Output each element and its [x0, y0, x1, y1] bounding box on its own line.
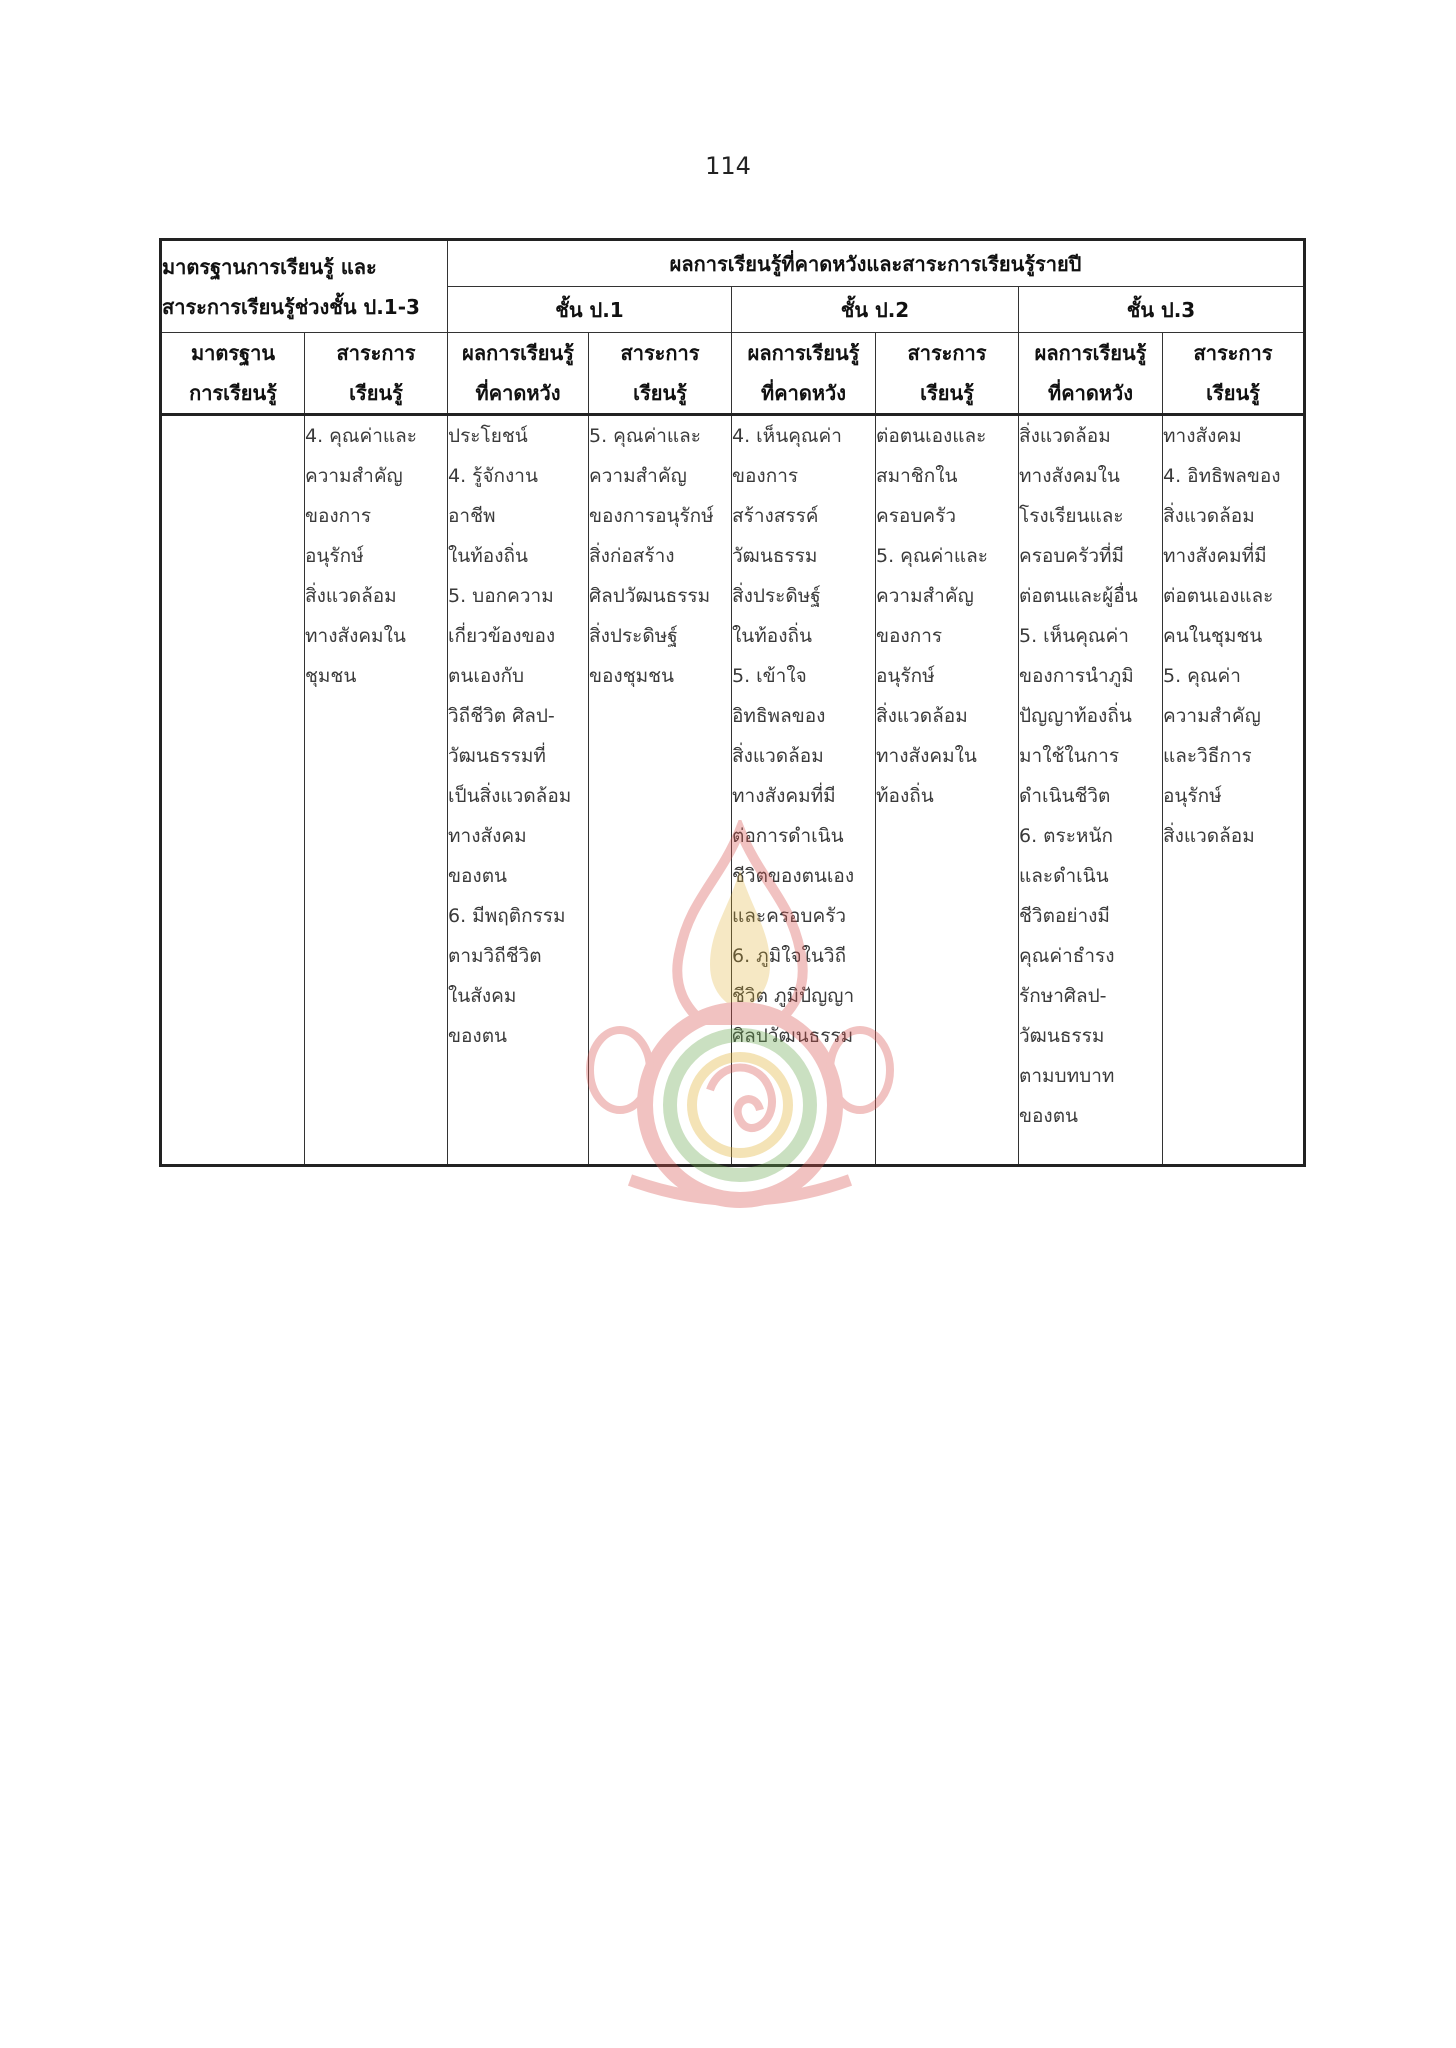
column-header [876, 333, 1019, 415]
cell-line: เกี่ยวข้องของ [448, 625, 556, 647]
cell-line: ดำเนินชีวิต [1019, 785, 1111, 807]
cell-line: ตามวิถีชีวิต [448, 945, 542, 967]
cell-line: สิ่งแวดล้อม [305, 585, 397, 607]
cell-line: ของการ [876, 625, 943, 647]
cell-line: มาใช้ในการ [1019, 745, 1120, 767]
cell-line: ทางสังคม [1163, 425, 1242, 447]
cell-line: อนุรักษ์ [1163, 785, 1222, 807]
cell-line: คนในชุมชน [1163, 625, 1263, 647]
cell-line: สิ่งแวดล้อม [732, 745, 824, 767]
cell-line: ศิลปวัฒนธรรม [589, 585, 711, 607]
cell-line: ทางสังคมใน [1019, 465, 1120, 487]
body-cell [1019, 415, 1163, 1166]
cell-line: ต่อตนเองและ [876, 425, 987, 447]
cell-line: ศิลปวัฒนธรรม [732, 1025, 854, 1047]
cell-line: ของตน [1019, 1105, 1079, 1127]
cell-line: อาชีพ [448, 505, 496, 527]
cell-line: ในท้องถิ่น [732, 625, 812, 647]
cell-line: ในสังคม [448, 985, 517, 1007]
body-cell [305, 415, 448, 1166]
column-header-line: มาตรฐาน [190, 341, 276, 365]
cell-line: วัฒนธรรม [1019, 1025, 1105, 1047]
column-header-line: ที่คาดหวัง [475, 381, 561, 405]
cell-line: ต่อตนและผู้อื่น [1019, 585, 1138, 607]
cell-line: สิ่งแวดล้อม [1163, 825, 1255, 847]
body-cell [876, 415, 1019, 1166]
cell-line: ของการ [732, 465, 799, 487]
cell-line: 4. คุณค่าและ [305, 425, 417, 447]
cell-line: เป็นสิ่งแวดล้อม [448, 785, 572, 807]
cell-line: ชีวิตของตนเอง [732, 865, 855, 887]
cell-line: ในท้องถิ่น [448, 545, 528, 567]
cell-line: 5. คุณค่า [1163, 665, 1241, 687]
column-header-line: ผลการเรียนรู้ [747, 341, 860, 365]
cell-line: ตนเองกับ [448, 665, 525, 687]
column-header [589, 333, 732, 415]
column-header-line: ที่คาดหวัง [1048, 381, 1133, 405]
column-header-line: สาระการ [1193, 341, 1273, 365]
column-header-line: สาระการ [620, 341, 700, 365]
cell-line: 4. เห็นคุณค่า [732, 425, 842, 447]
cell-line: อนุรักษ์ [305, 545, 364, 567]
cell-line: ต่อการดำเนิน [732, 825, 844, 847]
cell-line: 6. ตระหนัก [1019, 825, 1113, 847]
cell-line: 4. อิทธิพลของ [1163, 465, 1281, 487]
grade-header-p3: ชั้น ป.3 [1019, 287, 1305, 333]
cell-line: วัฒนธรรม [732, 545, 818, 567]
cell-line: ตามบทบาท [1019, 1065, 1115, 1087]
column-header-line: สาระการ [336, 341, 416, 365]
cell-line: ทางสังคม [448, 825, 527, 847]
body-cell [732, 415, 876, 1166]
cell-line: 5. บอกความ [448, 585, 554, 607]
cell-line: 5. คุณค่าและ [876, 545, 988, 567]
cell-line: อนุรักษ์ [876, 665, 935, 687]
column-header-line: เรียนรู้ [920, 381, 974, 405]
cell-line: ทางสังคมใน [305, 625, 406, 647]
cell-line: ความสำคัญ [305, 465, 403, 487]
column-header-line: ผลการเรียนรู้ [1034, 341, 1147, 365]
column-header [161, 333, 305, 415]
cell-line: ต่อตนเองและ [1163, 585, 1274, 607]
body-cell [448, 415, 589, 1166]
cell-line: ของการอนุรักษ์ [589, 505, 714, 527]
column-header-line: สาระการ [907, 341, 987, 365]
cell-line: ชีวิต ภูมิปัญญา [732, 985, 855, 1007]
column-header-line: เรียนรู้ [349, 381, 403, 405]
cell-line: 5. เห็นคุณค่า [1019, 625, 1129, 647]
cell-line: สิ่งประดิษฐ์ [732, 585, 821, 607]
standards-header-line-1: มาตรฐานการเรียนรู้ และ [162, 254, 377, 279]
cell-line: ชีวิตอย่างมี [1019, 905, 1110, 927]
standards-header-line-2: สาระการเรียนรู้ช่วงชั้น ป.1-3 [162, 294, 420, 319]
page-number: 114 [705, 152, 751, 180]
cell-line: ของการนำภูมิ [1019, 665, 1134, 687]
column-header [1163, 333, 1305, 415]
cell-line: สิ่งแวดล้อม [1163, 505, 1255, 527]
cell-line: 6. มีพฤติกรรม [448, 905, 566, 927]
column-header [448, 333, 589, 415]
grade-header-p2: ชั้น ป.2 [732, 287, 1019, 333]
cell-line: ของตน [448, 865, 508, 887]
grade-header-p1: ชั้น ป.1 [448, 287, 732, 333]
main-header: ผลการเรียนรู้ที่คาดหวังและสาระการเรียนรู้รายปี [448, 240, 1305, 287]
cell-line: รักษาศิลป- [1019, 985, 1107, 1007]
cell-line: สมาชิกใน [876, 465, 958, 487]
column-header-line: เรียนรู้ [633, 381, 687, 405]
cell-line: ประโยชน์ [448, 425, 528, 447]
column-header-line: ที่คาดหวัง [761, 381, 846, 405]
column-header-line: การเรียนรู้ [189, 381, 277, 405]
cell-line: คุณค่าธำรง [1019, 945, 1115, 967]
cell-line: ของการ [305, 505, 372, 527]
cell-line: สร้างสรรค์ [732, 505, 819, 527]
cell-line: 6. ภูมิใจในวิถี [732, 945, 847, 967]
cell-line: ครอบครัว [876, 505, 956, 527]
cell-line: 4. รู้จักงาน [448, 465, 538, 487]
cell-line: ความสำคัญ [876, 585, 974, 607]
cell-line: 5. เข้าใจ [732, 665, 807, 687]
cell-line: ทางสังคมใน [876, 745, 977, 767]
curriculum-table [159, 238, 1306, 1167]
cell-line: ปัญญาท้องถิ่น [1019, 705, 1132, 727]
cell-line: ทางสังคมที่มี [732, 785, 836, 807]
column-header-line: ผลการเรียนรู้ [462, 341, 574, 365]
cell-line: และดำเนิน [1019, 865, 1109, 887]
cell-line: ความสำคัญ [589, 465, 687, 487]
cell-line: วัฒนธรรมที่ [448, 745, 546, 767]
body-cell [589, 415, 732, 1166]
cell-line: ท้องถิ่น [876, 785, 934, 807]
column-header-line: เรียนรู้ [1206, 381, 1260, 405]
column-header [1019, 333, 1163, 415]
cell-line: และวิธีการ [1163, 745, 1252, 767]
cell-line: อิทธิพลของ [732, 705, 826, 727]
cell-line: ชุมชน [305, 665, 357, 687]
cell-line: 5. คุณค่าและ [589, 425, 701, 447]
cell-line: ครอบครัวที่มี [1019, 545, 1125, 567]
cell-line: โรงเรียนและ [1019, 505, 1124, 527]
standards-header [161, 240, 448, 333]
cell-line: ความสำคัญ [1163, 705, 1261, 727]
cell-line: สิ่งประดิษฐ์ [589, 625, 678, 647]
cell-line: สิ่งแวดล้อม [876, 705, 968, 727]
body-cell [161, 415, 305, 1166]
cell-line: และครอบครัว [732, 905, 847, 927]
cell-line: สิ่งแวดล้อม [1019, 425, 1111, 447]
cell-line: วิถีชีวิต ศิลป- [448, 705, 555, 727]
body-cell [1163, 415, 1305, 1166]
column-header [732, 333, 876, 415]
column-header [305, 333, 448, 415]
cell-line: ของตน [448, 1025, 508, 1047]
cell-line: ทางสังคมที่มี [1163, 545, 1267, 567]
cell-line: ของชุมชน [589, 665, 674, 687]
cell-line: สิ่งก่อสร้าง [589, 545, 675, 567]
